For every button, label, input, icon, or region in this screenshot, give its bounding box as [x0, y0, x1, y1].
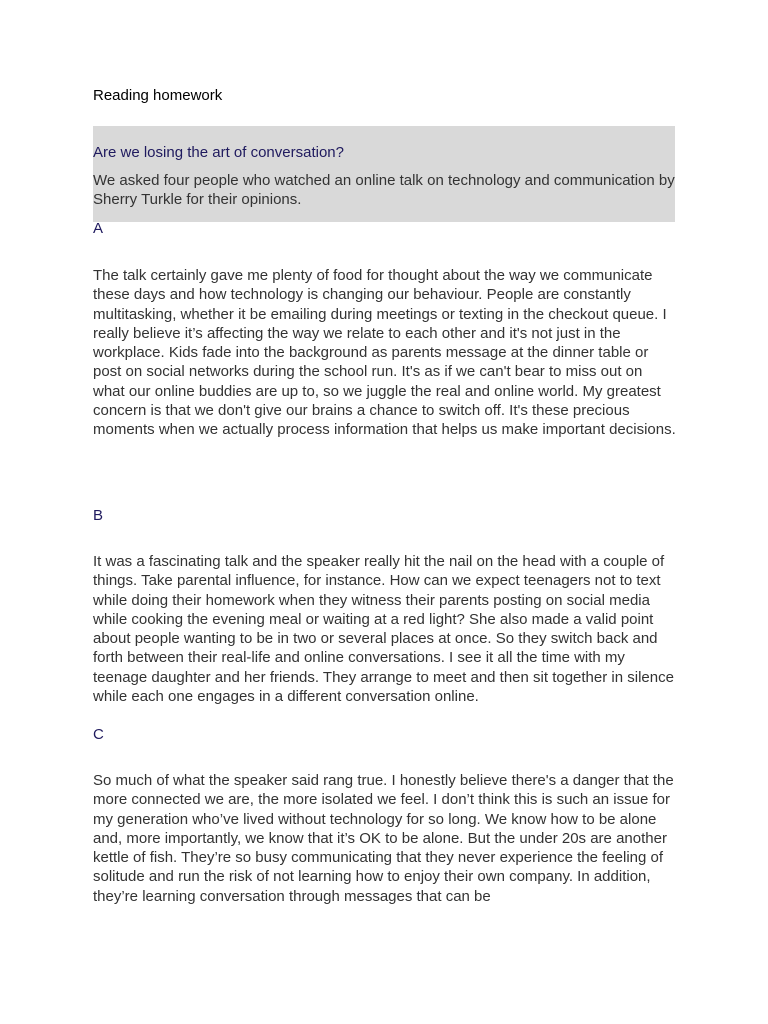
- section-text-a: The talk certainly gave me plenty of food for thought about the way we communicate these days and how technology is changing our behaviour. People are constantly multitasking, whether it be emailing during meetings or texting in the checkout queue. I really believe it’s affecting the way we relate to each other and it's not just in the workplace. Kids fade into the background as parents message at the dinner table or post on social networks during the school run. It's as if we can't bear to miss out on what our online buddies are up to, so we juggle the real and online world. My greatest concern is that we don't give our brains a chance to switch off. It's these precious moments when we actually process information that helps us make important decisions.: [93, 267, 676, 439]
- article-intro-text: We asked four people who watched an online talk on technology and communication by Sherry Turkle for their opinions.: [93, 172, 675, 209]
- section-text-c: So much of what the speaker said rang true. I honestly believe there's a danger that the more connected we are, the more isolated we feel. I don’t think this is such an issue for my generation who’ve lived without technology for so long. We know how to be alone and, more importantly, we know that it’s OK to be alone. But the under 20s are another kettle of fish. They’re so busy communicating that they never experience the feeling of solitude and run the risk of not learning how to enjoy their own company. In addition, they’re learning conversation through messages that can be: [93, 772, 674, 905]
- section-text-b: It was a fascinating talk and the speaker really hit the nail on the head with a couple of things. Take parental influence, for instance. How can we expect teenagers not to text while doing their homework when they witness their parents posting on social media while cooking the evening meal or waiting at a red light? She also made a valid point about people wanting to be in two or several places at once. So they switch back and forth between their real-life and online conversations. I see it all the time with my teenage daughter and her friends. They arrange to meet and then sit together in silence while each one engages in a different conversation online.: [93, 553, 674, 706]
- section-letter-b: B: [93, 507, 104, 524]
- section-letter-c: C: [93, 726, 104, 743]
- section-letter-a: A: [93, 220, 104, 237]
- document-heading: Reading homework: [93, 87, 223, 104]
- article-title: Are we losing the art of conversation?: [93, 144, 344, 161]
